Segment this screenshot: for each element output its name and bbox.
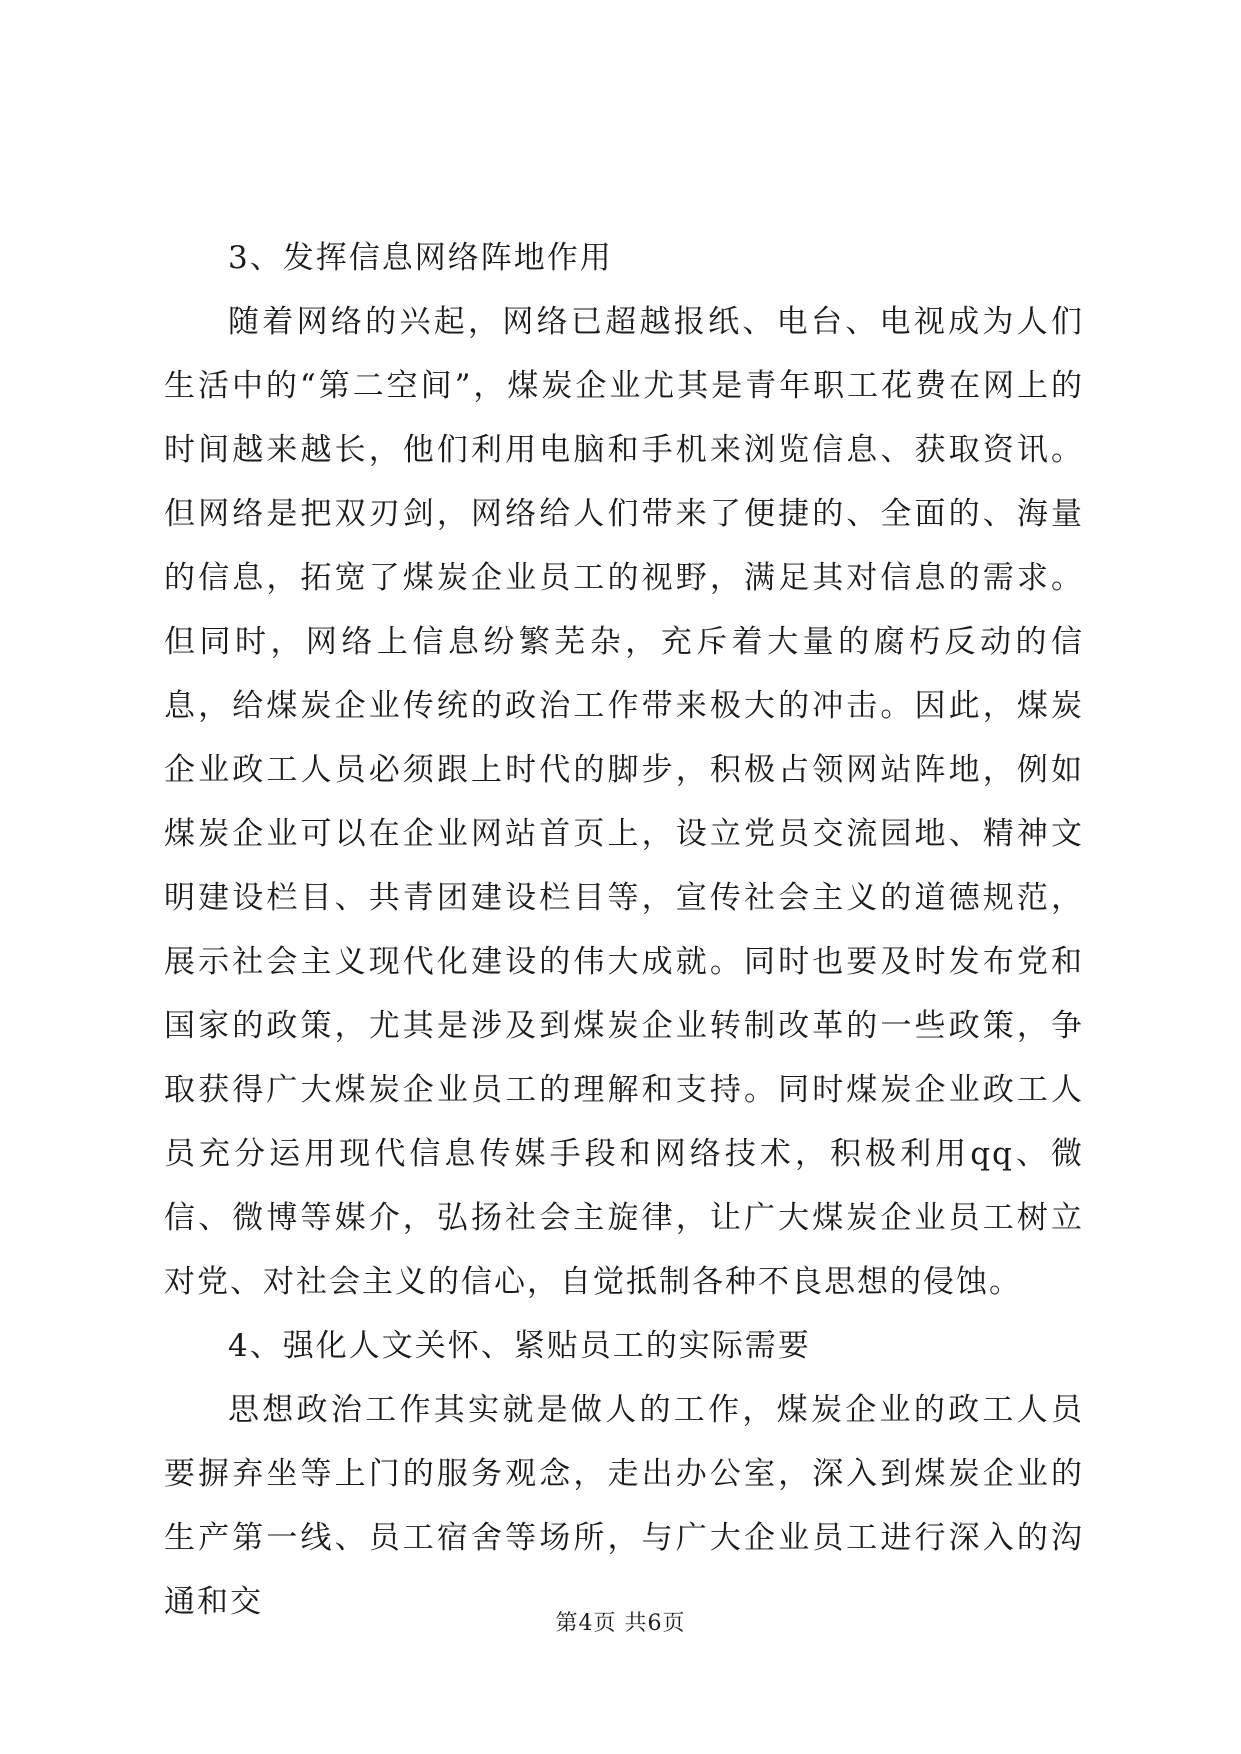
section-3-heading: 3、发挥信息网络阵地作用 xyxy=(228,240,613,276)
document-body xyxy=(164,226,1084,1634)
section-3-paragraph: 随着网络的兴起，网络已超越报纸、电台、电视成为人们生活中的“第二空间”，煤炭企业尤其是青年职工花费在网上的时间越来越长，他们利用电脑和手机来浏览信息、获取资讯。但网络是把双刃剑，网络给人们带来了便捷的、全面的、海量的信息，拓宽了煤炭企业员工的视野，满足其对信息的需求。但同时，网络上信息纷繁芜杂，充斥着大量的腐朽反动的信息，给煤炭企业传统的政治工作带来极大的冲击。因此，煤炭企业政工人员必须跟上时代的脚步，积极占领网站阵地，例如煤炭企业可以在企业网站首页上，设立党员交流园地、精神文明建设栏目、共青团建设栏目等，宣传社会主义的道德规范，展示社会主义现代化建设的伟大成就。同时也要及时发布党和国家的政策，尤其是涉及到煤炭企业转制改革的一些政策，争取获得广大煤炭企业员工的理解和支持。同时煤炭企业政工人员充分运用现代信息传媒手段和网络技术，积极利用qq、微信、微博等媒介，弘扬社会主旋律，让广大煤炭企业员工树立对党、对社会主义的信心，自觉抵制各种不良思想的侵蚀。 xyxy=(164,304,1084,1300)
section-4-paragraph: 思想政治工作其实就是做人的工作，煤炭企业的政工人员要摒弃坐等上门的服务观念，走出办公室，深入到煤炭企业的生产第一线、员工宿舍等场所，与广大企业员工进行深入的沟通和交 xyxy=(164,1392,1084,1620)
page-number-footer: 第4页 共6页 xyxy=(555,1611,686,1636)
section-4-heading: 4、强化人文关怀、紧贴员工的实际需要 xyxy=(228,1328,811,1364)
